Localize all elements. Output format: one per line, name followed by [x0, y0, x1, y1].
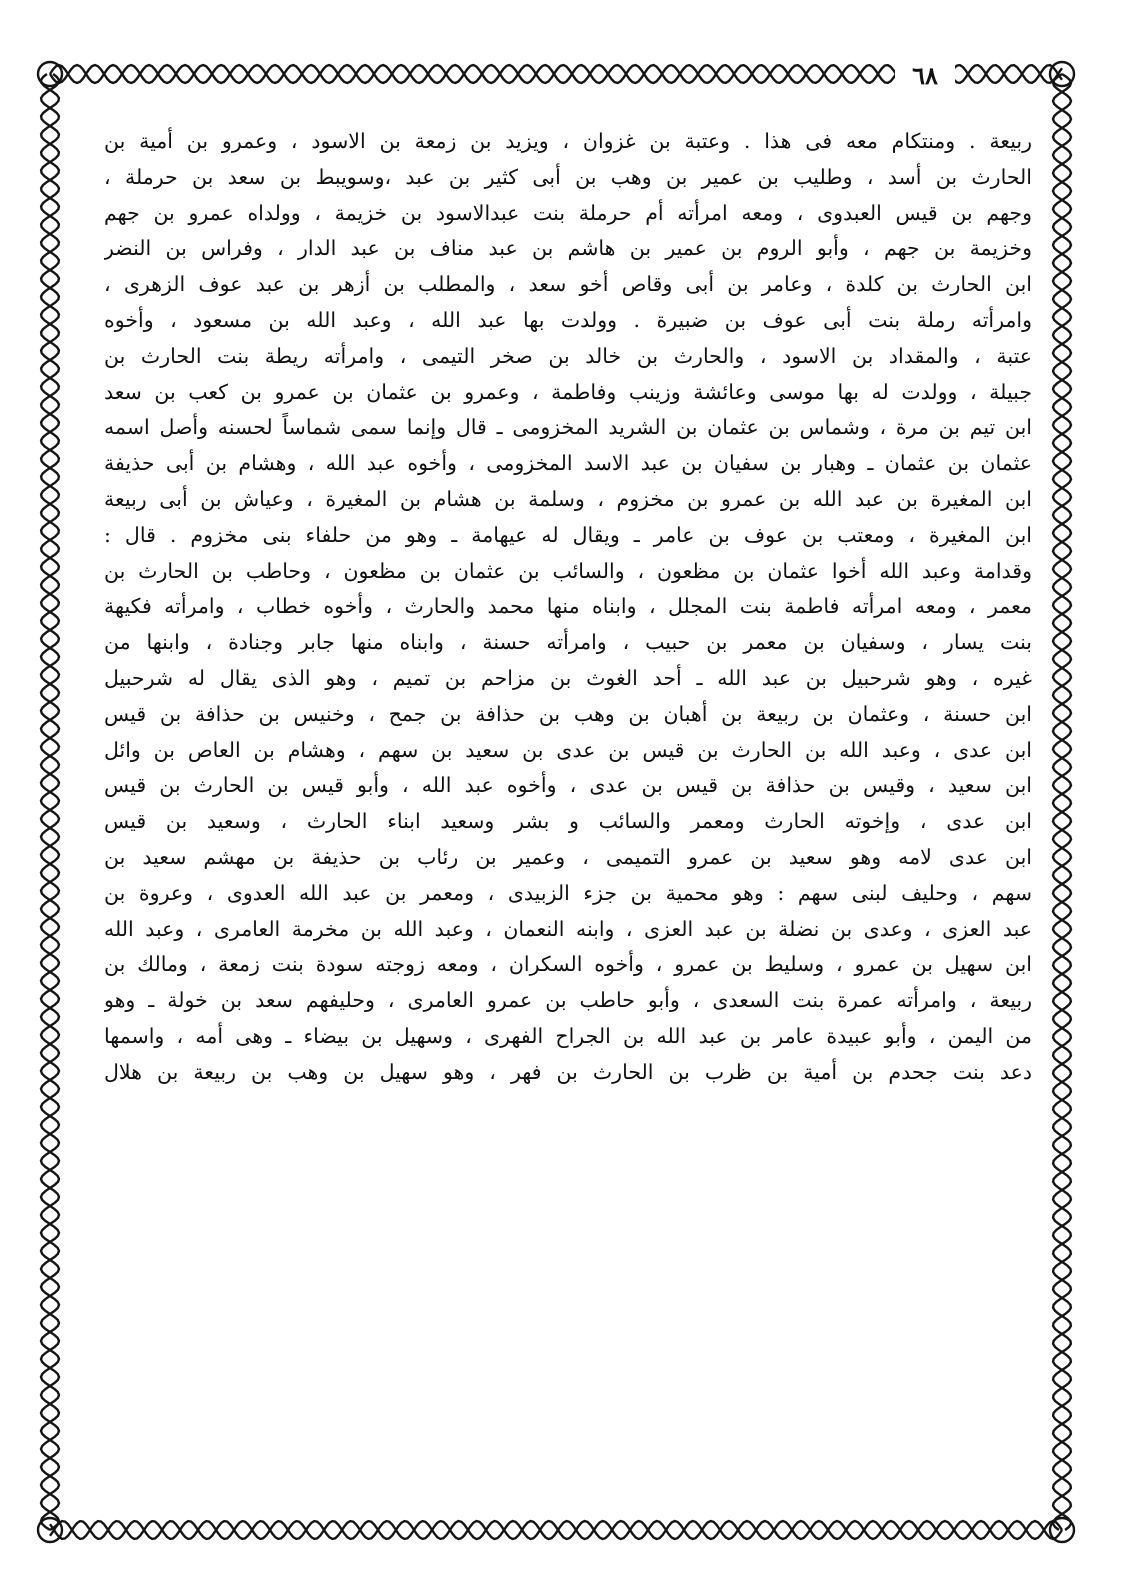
text-line: عتبة ، والمقداد بن الاسود ، والحارث بن خالد بن صخر التيمى ، وامرأته ريطة بنت الحارث بن	[104, 343, 1032, 368]
text-line: غيره ، وهو شرحبيل بن عبد الله ـ أحد الغوث بن مزاحم بن تميم ، وهو الذى يقال له شرحبيل	[104, 665, 1032, 690]
text-line: ابن حسنة ، وعثمان بن ربيعة بن أهبان بن وهب بن حذافة بن جمح ، وخنيس بن حذافة بن قيس	[104, 701, 1032, 726]
text-line: دعد بنت جحدم بن أمية بن ظرب بن الحارث بن فهر ، وهو سهيل بن وهب بن ربيعة بن هلال	[104, 1059, 1032, 1084]
text-line: ابن عدى ، وعبد الله بن الحارث بن قيس بن عدى بن سعيد بن سهم ، وهشام بن العاص بن وائل	[104, 737, 1032, 762]
text-line: ابن الحارث بن كلدة ، وعامر بن أبى وقاص أخو سعد ، والمطلب بن أزهر بن عبد عوف الزهرى ،	[104, 272, 1032, 297]
text-line: معمر ، ومعه امرأته فاطمة بنت المجلل ، وابناه منها محمد والحارث ، وأخوه خطاب ، وامرأته فكيهة	[104, 594, 1032, 619]
text-line: عبد العزى ، وعدى بن نضلة بن عبد العزى ، وابنه النعمان ، وعبد الله بن مخرمة العامرى ، وعبد الله	[104, 916, 1032, 941]
text-line: وقدامة وعبد الله أخوا عثمان بن مظعون ، والسائب بن عثمان بن مظعون ، وحاطب بن الحارث بن	[104, 558, 1032, 583]
text-line: عثمان بن عثمان ـ وهبار بن سفيان بن عبد الاسد المخزومى ، وأخوه عبد الله ، وهشام بن أبى حذيفة	[104, 451, 1032, 476]
text-line: ابن سهيل بن عمرو ، وسليط بن عمرو ، وأخوه السكران ، ومعه زوجته سودة بنت زمعة ، ومالك بن	[104, 952, 1032, 977]
text-line: الحارث بن أسد ، وطليب بن عمير بن وهب بن أبى كثير بن عبد ،وسويبط بن سعد بن حرملة ،	[104, 164, 1032, 189]
text-line: جبيلة ، وولدت له بها موسى وعائشة وزينب وفاطمة ، وعمرو بن عثمان بن عمرو بن كعب بن سعد	[104, 379, 1032, 404]
text-line: ابن عدى ، وإخوته الحارث ومعمر والسائب و بشر وسعيد ابناء الحارث ، وسعيد بن قيس	[104, 809, 1032, 834]
text-line: ربيعة . ومنتكام معه فى هذا . وعتبة بن غزوان ، ويزيد بن زمعة بن الاسود ، وعمرو بن أمية بن	[104, 129, 1032, 153]
text-line: وجهم بن قيس العبدوى ، ومعه امرأته أم حرملة بنت عبدالاسود بن خزيمة ، وولداه عمرو بن جهم	[104, 200, 1032, 225]
text-line: بنت يسار ، وسفيان بن معمر بن حبيب ، وامرأته حسنة ، وابناه منها جابر وجنادة ، وابنها من	[104, 630, 1032, 655]
text-line: وامرأته رملة بنت أبى عوف بن ضبيرة . وولدت بها عبد الله ، وعبد الله بن مسعود ، وأخوه	[104, 307, 1032, 332]
text-line: ابن المغيرة ، ومعتب بن عوف بن عامر ـ ويقال له عيهامة ـ وهو من حلفاء بنى مخزوم . قال :	[104, 522, 1032, 547]
text-line: ابن عدى لامه وهو سعيد بن عمرو التميمى ، وعمير بن رئاب بن حذيفة بن مهشم سعيد بن	[104, 844, 1032, 869]
text-line: ابن سعيد ، وقيس بن حذافة بن قيس بن عدى ، وأخوه عبد الله ، وأبو قيس بن الحارث بن قيس	[104, 773, 1032, 798]
text-line: ابن تيم بن مرة ، وشماس بن عثمان بن الشريد المخزومى ـ قال وإنما سمى شماساً لحسنه وأصل اسمه	[104, 415, 1032, 440]
text-line: من اليمن ، وأبو عبيدة عامر بن عبد الله بن الجراح الفهرى ، وسهيل بن بيضاء ـ وهى أمه ، واسمها	[104, 1023, 1032, 1048]
page-text	[104, 124, 1032, 1484]
text-line: ربيعة ، وامرأته عمرة بنت السعدى ، وأبو حاطب بن عمرو العامرى ، وحليفهم سعد بن خولة ـ وهو	[104, 988, 1032, 1013]
page-number: ٦٨	[895, 58, 955, 94]
text-line: وخزيمة بن جهم ، وأبو الروم بن عمير بن هاشم بن عبد مناف بن عبد الدار ، وفراس بن النضر	[104, 236, 1032, 261]
text-line: سهم ، وحليف لبنى سهم : وهو محمية بن جزء الزبيدى ، ومعمر بن عبد الله العدوى ، وعروة بن	[104, 880, 1032, 905]
text-line: ابن المغيرة بن عبد الله بن عمرو بن مخزوم ، وسلمة بن هشام بن المغيرة ، وعياش بن أبى ربيعة	[104, 486, 1032, 511]
